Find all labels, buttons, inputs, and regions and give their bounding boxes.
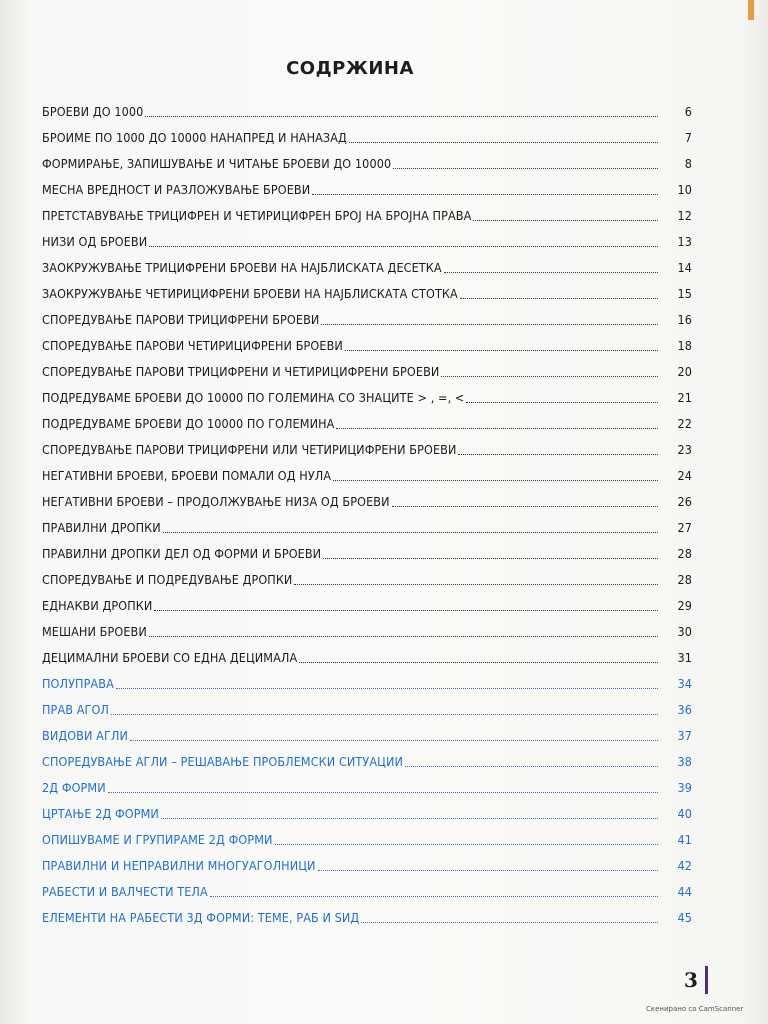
toc-entry-title: БРОИМЕ ПО 1000 ДО 10000 НАНАПРЕД И НАНАЗАД [42,130,347,145]
toc-entry-title: БРОЕВИ ДО 1000 [42,104,144,119]
toc-entry [42,615,692,641]
toc-entry [42,797,692,823]
toc-entry-page: 28 [677,572,692,587]
toc-leader-dots [466,402,658,403]
toc-leader-dots [349,142,658,143]
toc-entry-title: ПРЕТСТАВУВАЊЕ ТРИЦИФРЕН И ЧЕТИРИЦИФРЕН БРОЈ НА БРОЈНА ПРАВА [42,208,472,223]
page-number-bar [705,966,708,994]
toc-leader-dots [345,350,658,351]
page-number: 3 [684,968,698,992]
toc-entry [42,485,692,511]
toc-entry [42,719,692,745]
toc-leader-dots [323,558,658,559]
toc-entry-title: СПОРЕДУВАЊЕ ПАРОВИ ЧЕТИРИЦИФРЕНИ БРОЕВИ [42,338,343,353]
toc-entry-page: 26 [677,494,692,509]
toc-entry-title: ЕДНАКВИ ДРОПКИ [42,598,153,613]
toc-entry-title: ПОЛУПРАВА [42,676,114,691]
toc-entry-page: 10 [677,182,692,197]
toc-entry [42,173,692,199]
toc-entry-title: ПРАВИЛНИ ДРОПКИ [42,520,161,535]
toc-leader-dots [441,376,658,377]
toc-entry-title: ОПИШУВАМЕ И ГРУПИРАМЕ 2Д ФОРМИ [42,832,273,847]
toc-entry [42,667,692,693]
toc-leader-dots [299,662,658,663]
toc-entry-page: 39 [677,780,692,795]
toc-leader-dots [460,298,658,299]
toc-entry [42,433,692,459]
toc-leader-dots [154,610,658,611]
toc-entry-title: МЕШАНИ БРОЕВИ [42,624,147,639]
toc-entry-title: СПОРЕДУВАЊЕ ПАРОВИ ТРИЦИФРЕНИ БРОЕВИ [42,312,320,327]
toc-entry-title: ПРАВ АГОЛ [42,702,109,717]
toc-entry [42,121,692,147]
toc-leader-dots [336,428,658,429]
toc-leader-dots [444,272,658,273]
toc-entry-title: СПОРЕДУВАЊЕ ПАРОВИ ТРИЦИФРЕНИ И ЧЕТИРИЦИФРЕНИ БРОЕВИ [42,364,440,379]
toc-entry-page: 30 [677,624,692,639]
toc-entry [42,277,692,303]
toc-entry-page: 38 [677,754,692,769]
toc-entry [42,251,692,277]
toc-entry [42,147,692,173]
toc-leader-dots [149,246,658,247]
toc-entry-title: СПОРЕДУВАЊЕ АГЛИ – РЕШАВАЊЕ ПРОБЛЕМСКИ СИТУАЦИИ [42,754,403,769]
table-of-contents [42,95,692,927]
toc-entry [42,225,692,251]
page-title: СОДРЖИНА [286,58,414,79]
toc-leader-dots [333,480,658,481]
toc-entry [42,329,692,355]
toc-entry-title: ЗАОКРУЖУВАЊЕ ЧЕТИРИЦИФРЕНИ БРОЕВИ НА НАЈБЛИСКАТА СТОТКА [42,286,458,301]
toc-leader-dots [312,194,658,195]
toc-entry-title: ФОРМИРАЊЕ, ЗАПИШУВАЊЕ И ЧИТАЊЕ БРОЕВИ ДО 10000 [42,156,392,171]
toc-leader-dots [294,584,658,585]
toc-entry-page: 28 [677,546,692,561]
toc-leader-dots [321,324,658,325]
toc-entry-title: ПОДРЕДУВАМЕ БРОЕВИ ДО 10000 ПО ГОЛЕМИНА [42,416,335,431]
toc-entry-page: 6 [684,104,692,119]
toc-entry [42,745,692,771]
toc-entry-title: ЦРТАЊЕ 2Д ФОРМИ [42,806,159,821]
toc-entry-page: 12 [677,208,692,223]
toc-entry-page: 24 [677,468,692,483]
toc-leader-dots [108,792,658,793]
toc-leader-dots [163,532,658,533]
toc-entry-title: СПОРЕДУВАЊЕ И ПОДРЕДУВАЊЕ ДРОПКИ [42,572,293,587]
toc-leader-dots [361,922,658,923]
toc-entry [42,563,692,589]
toc-entry [42,407,692,433]
toc-entry-title: НИЗИ ОД БРОЕВИ [42,234,148,249]
toc-leader-dots [161,818,658,819]
toc-entry-title: ВИДОВИ АГЛИ [42,728,128,743]
toc-leader-dots [405,766,658,767]
toc-entry-page: 23 [677,442,692,457]
toc-entry [42,537,692,563]
toc-entry-page: 29 [677,598,692,613]
toc-entry [42,199,692,225]
toc-entry-page: 40 [677,806,692,821]
toc-entry-page: 20 [677,364,692,379]
toc-leader-dots [116,688,658,689]
cover-edge-accent [748,0,754,20]
toc-entry-title: МЕСНА ВРЕДНОСТ И РАЗЛОЖУВАЊЕ БРОЕВИ [42,182,311,197]
toc-entry-page: 44 [677,884,692,899]
toc-entry [42,589,692,615]
toc-entry [42,303,692,329]
toc-entry-page: 36 [677,702,692,717]
toc-entry-title: СПОРЕДУВАЊЕ ПАРОВИ ТРИЦИФРЕНИ ИЛИ ЧЕТИРИЦИФРЕНИ БРОЕВИ [42,442,457,457]
toc-leader-dots [393,168,658,169]
toc-entry [42,459,692,485]
toc-entry-title: ЕЛЕМЕНТИ НА РАБЕСТИ 3Д ФОРМИ: ТЕМЕ, РАБ И ЅИД [42,910,360,925]
toc-leader-dots [318,870,658,871]
toc-leader-dots [145,116,658,117]
toc-entry-page: 15 [677,286,692,301]
toc-entry [42,511,692,537]
toc-entry-title: 2Д ФОРМИ [42,780,106,795]
toc-entry-page: 27 [677,520,692,535]
toc-entry [42,95,692,121]
toc-entry-page: 13 [677,234,692,249]
toc-entry-page: 22 [677,416,692,431]
toc-entry-title: НЕГАТИВНИ БРОЕВИ – ПРОДОЛЖУВАЊЕ НИЗА ОД БРОЕВИ [42,494,390,509]
toc-entry-title: ПРАВИЛНИ ДРОПКИ ДЕЛ ОД ФОРМИ И БРОЕВИ [42,546,322,561]
toc-entry [42,901,692,927]
toc-entry-page: 14 [677,260,692,275]
toc-entry [42,355,692,381]
toc-entry-page: 42 [677,858,692,873]
toc-entry-page: 21 [677,390,692,405]
toc-leader-dots [392,506,658,507]
toc-leader-dots [473,220,658,221]
toc-entry [42,849,692,875]
toc-entry-title: НЕГАТИВНИ БРОЕВИ, БРОЕВИ ПОМАЛИ ОД НУЛА [42,468,332,483]
toc-entry-page: 18 [677,338,692,353]
toc-leader-dots [458,454,658,455]
toc-leader-dots [210,896,658,897]
toc-entry [42,771,692,797]
toc-entry [42,693,692,719]
toc-entry-page: 8 [684,156,692,171]
toc-entry [42,381,692,407]
toc-entry-title: ЗАОКРУЖУВАЊЕ ТРИЦИФРЕНИ БРОЕВИ НА НАЈБЛИСКАТА ДЕСЕТКА [42,260,442,275]
toc-entry [42,823,692,849]
toc-leader-dots [275,844,658,845]
toc-entry-title: РАБЕСТИ И ВАЛЧЕСТИ ТЕЛА [42,884,208,899]
scanner-watermark: Скенирано со CamScanner [646,1005,744,1013]
toc-entry-page: 16 [677,312,692,327]
toc-entry-page: 45 [677,910,692,925]
toc-entry [42,641,692,667]
toc-entry-page: 7 [684,130,692,145]
toc-entry [42,875,692,901]
toc-leader-dots [111,714,658,715]
toc-entry-page: 37 [677,728,692,743]
toc-entry-title: ДЕЦИМАЛНИ БРОЕВИ СО ЕДНА ДЕЦИМАЛА [42,650,298,665]
toc-leader-dots [149,636,658,637]
toc-entry-title: ПОДРЕДУВАМЕ БРОЕВИ ДО 10000 ПО ГОЛЕМИНА СО ЗНАЦИТЕ > , =, < [42,390,465,405]
toc-entry-page: 34 [677,676,692,691]
toc-leader-dots [130,740,658,741]
toc-entry-page: 31 [677,650,692,665]
toc-entry-title: ПРАВИЛНИ И НЕПРАВИЛНИ МНОГУАГОЛНИЦИ [42,858,316,873]
toc-entry-page: 41 [677,832,692,847]
